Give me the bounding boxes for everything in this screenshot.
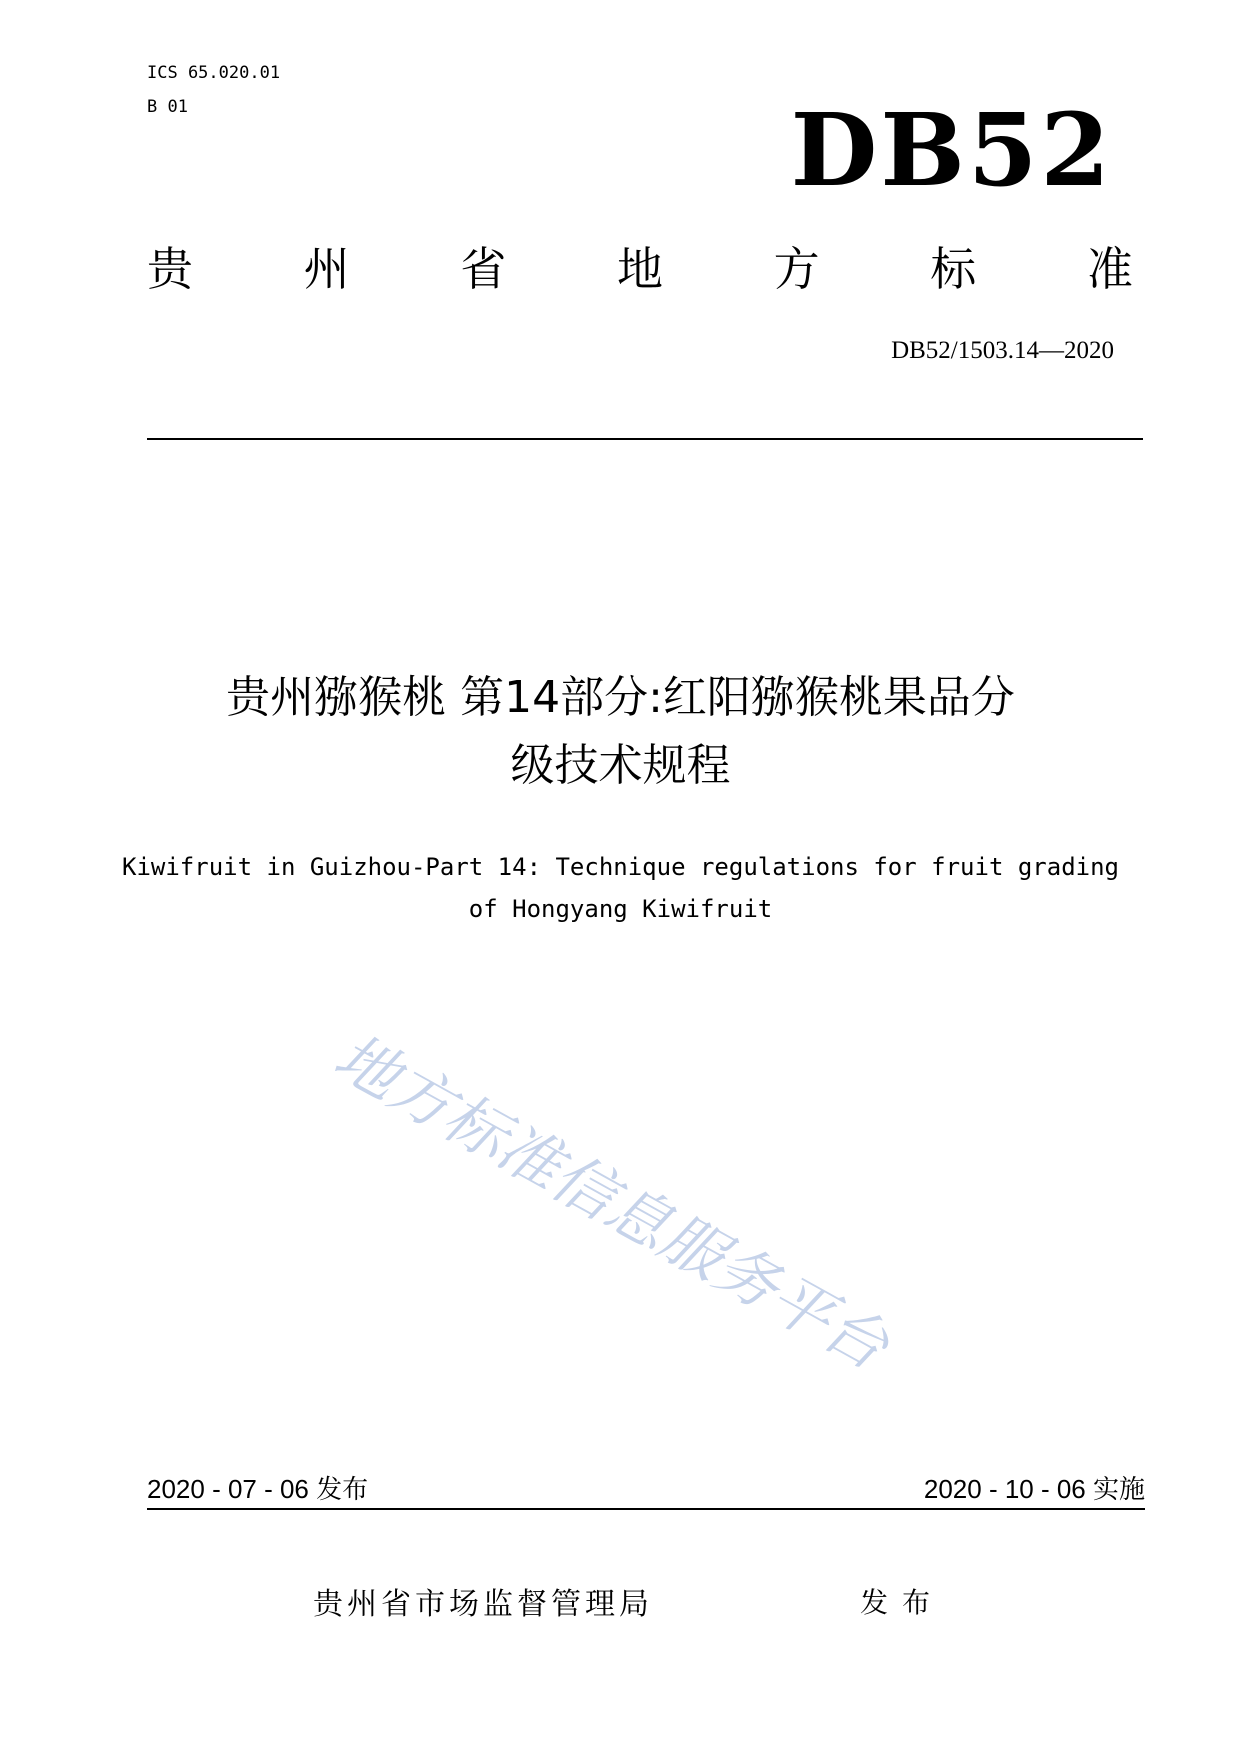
implement-date: 2020 - 10 - 06 实施 xyxy=(923,1474,1145,1504)
watermark-text: 地方标准信息服务平台 xyxy=(322,1019,901,1384)
bottom-divider xyxy=(147,1508,1145,1510)
english-title-line-1: Kiwifruit in Guizhou-Part 14: Technique regulations for fruit grading xyxy=(122,853,1119,881)
standard-type-char: 准 xyxy=(1086,242,1133,296)
issue-label: 发布 xyxy=(860,1586,945,1619)
chinese-title xyxy=(100,664,1141,800)
standard-type-heading xyxy=(147,242,1133,296)
watermark xyxy=(300,1010,1060,1410)
ccs-code: B 01 xyxy=(147,97,188,117)
top-divider xyxy=(147,438,1143,440)
standard-type-char: 标 xyxy=(930,242,977,296)
standard-number: DB52/1503.14—2020 xyxy=(891,337,1114,364)
english-title xyxy=(100,846,1141,930)
chinese-title-line-1: 贵州猕猴桃 第14部分:红阳猕猴桃果品分 xyxy=(226,672,1015,723)
standard-type-char: 地 xyxy=(616,242,663,296)
english-title-line-2: of Hongyang Kiwifruit xyxy=(468,895,773,923)
ics-code: ICS 65.020.01 xyxy=(147,63,281,83)
chinese-title-line-2: 级技术规程 xyxy=(510,740,731,791)
standard-type-char: 贵 xyxy=(147,242,193,296)
standard-type-char: 省 xyxy=(460,242,507,296)
publish-date: 2020 - 07 - 06 发布 xyxy=(147,1474,369,1504)
standard-code-mark: DB52 xyxy=(790,91,1113,209)
standard-type-char: 州 xyxy=(303,242,350,296)
issuing-authority: 贵州省市场监督管理局 xyxy=(313,1587,653,1622)
standard-type-char: 方 xyxy=(773,242,820,296)
